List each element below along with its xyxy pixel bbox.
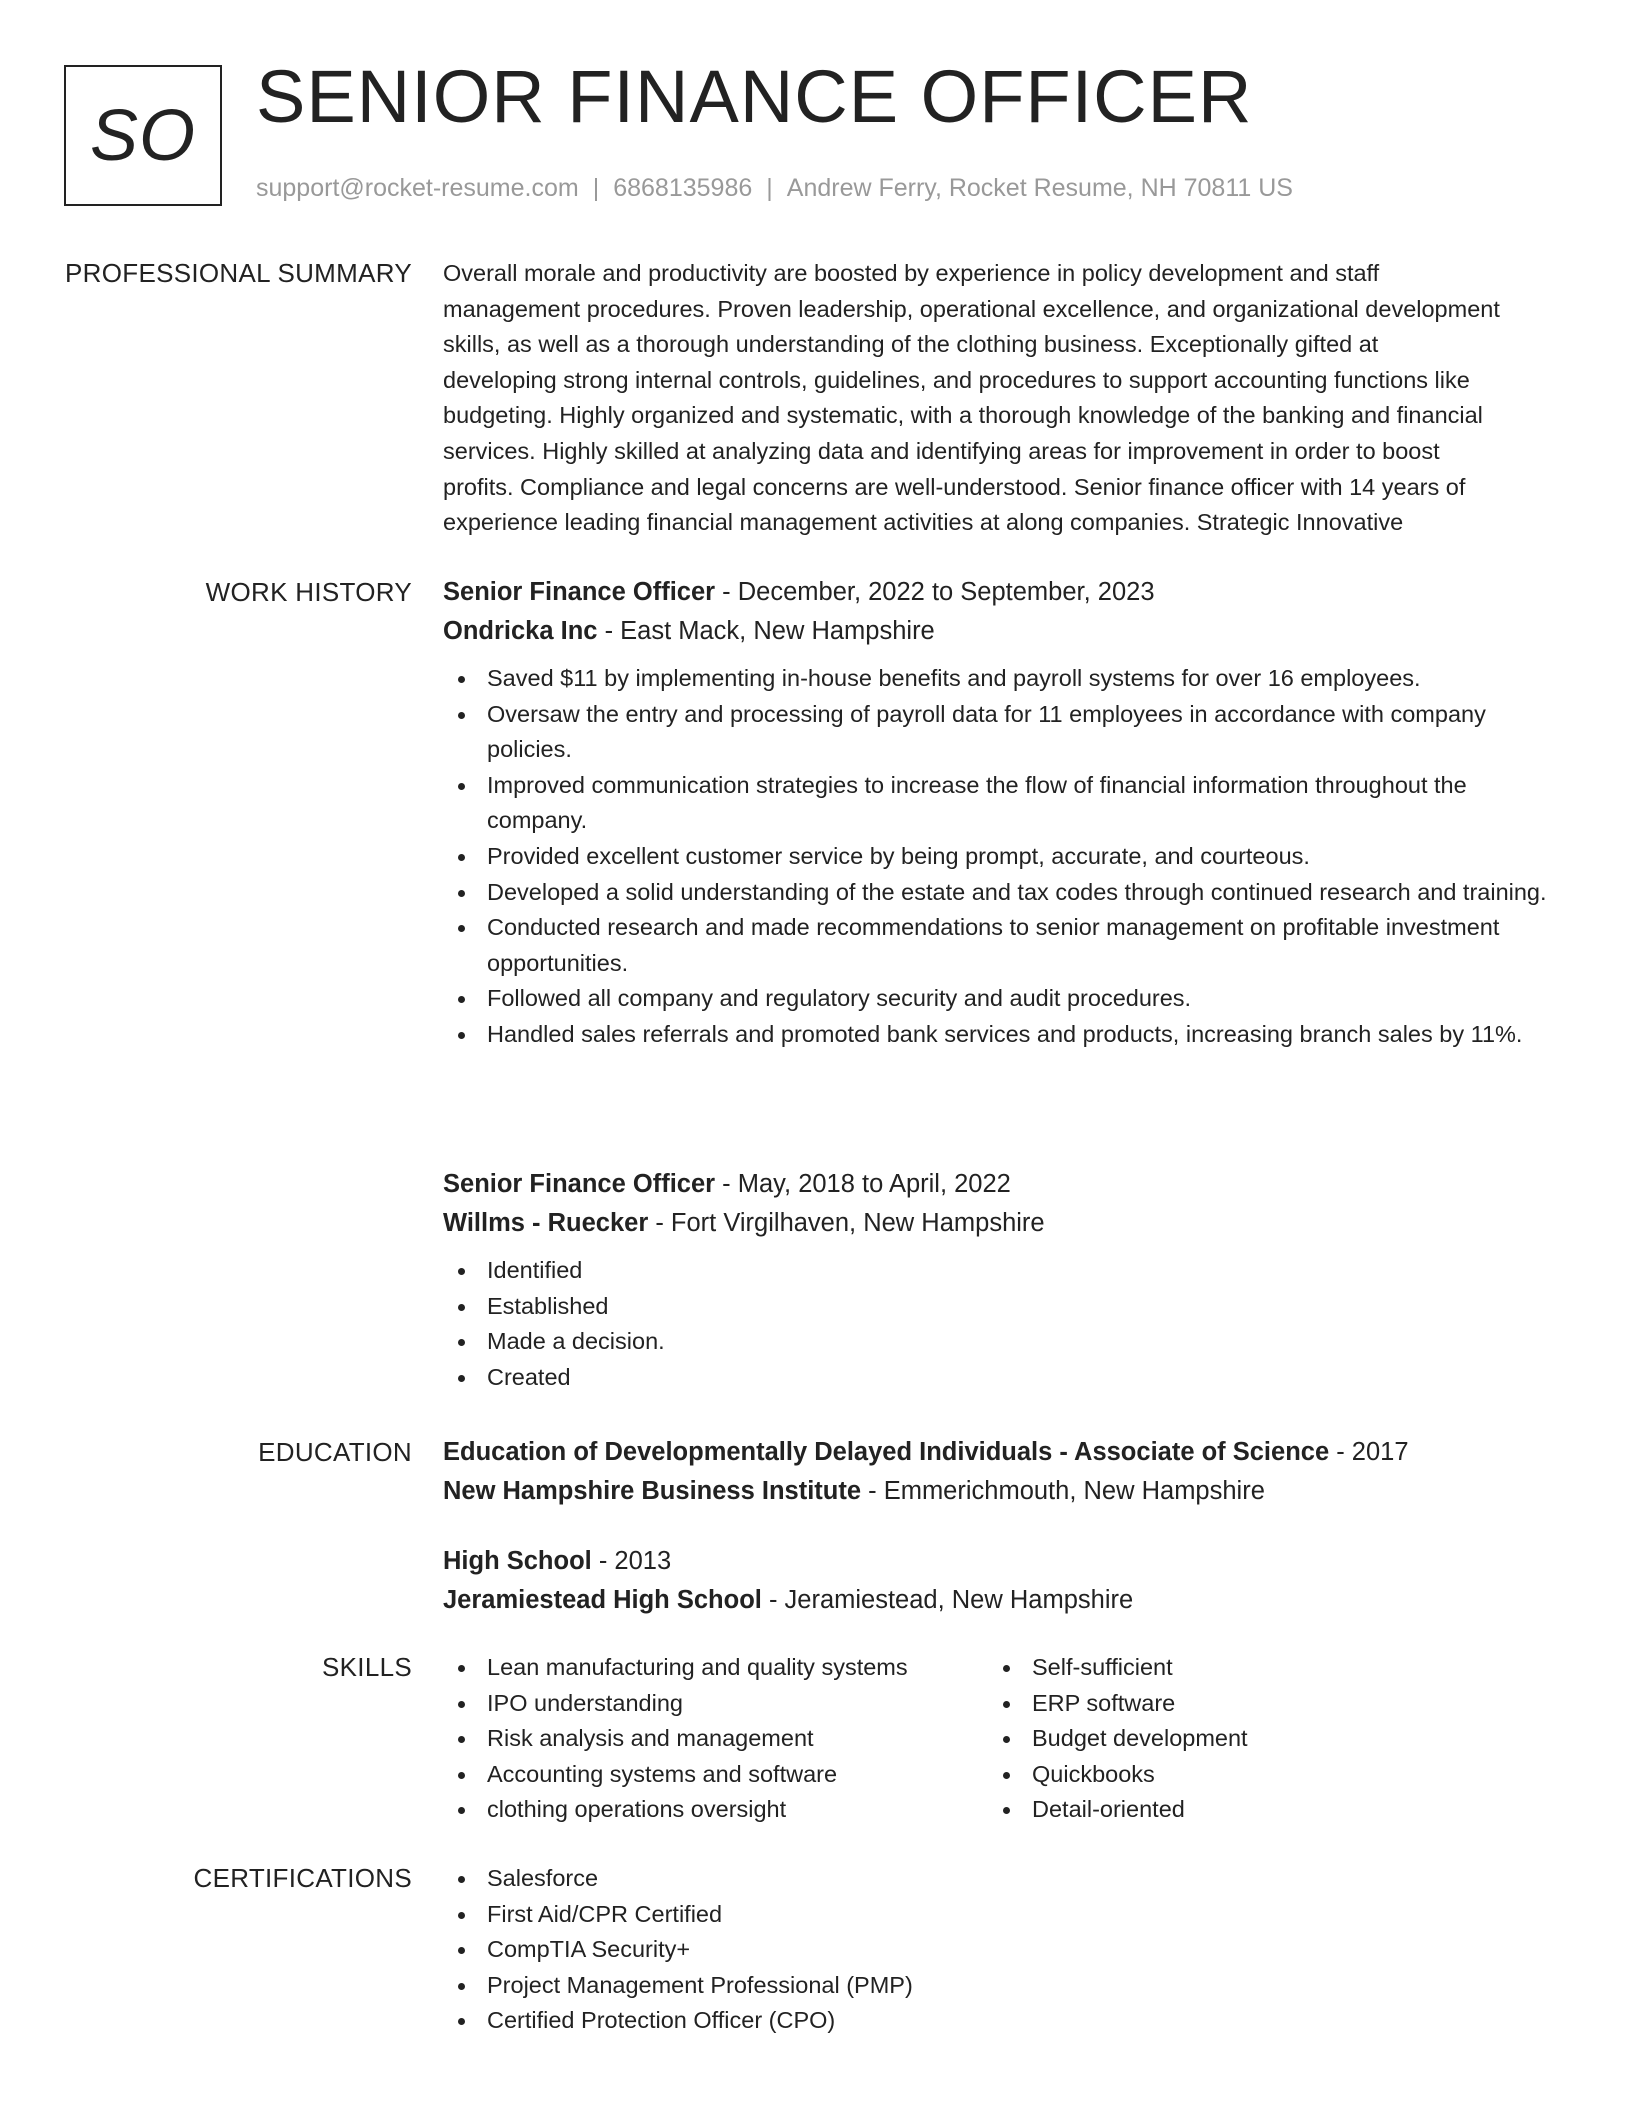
job-location: - East Mack, New Hampshire: [597, 617, 935, 645]
education-location: - Jeramiestead, New Hampshire: [761, 1586, 1134, 1614]
contact-phone[interactable]: 6868135986: [613, 174, 753, 202]
summary-line: services. Highly skilled at analyzing data and identifying areas for improvement in order to boost: [443, 437, 1440, 464]
job-bullet: Made a decision.: [443, 1324, 1558, 1360]
job-bullet: Provided excellent customer service by being prompt, accurate, and courteous.: [443, 839, 1558, 875]
monogram-initials: SO: [89, 95, 197, 176]
skill-item: IPO understanding: [443, 1686, 988, 1722]
education-location: - Emmerichmouth, New Hampshire: [861, 1477, 1265, 1505]
skills-column-left: [443, 1650, 988, 1828]
certification-item: CompTIA Security+: [443, 1932, 1558, 1968]
job-company: Willms - Ruecker: [443, 1209, 649, 1237]
job-title: Senior Finance Officer: [443, 1170, 716, 1198]
skill-item: ERP software: [988, 1686, 1488, 1722]
skill-item: Lean manufacturing and quality systems: [443, 1650, 988, 1686]
skill-item: Risk analysis and management: [443, 1721, 988, 1757]
summary-section: [443, 256, 1558, 541]
job-title-line: [443, 1165, 1558, 1204]
education-degree: Education of Developmentally Delayed Individuals - Associate of Science: [443, 1438, 1330, 1466]
job-company-line: [443, 1204, 1558, 1243]
job-bullet: Developed a solid understanding of the estate and tax codes through continued research and training.: [443, 875, 1558, 911]
job-entry: [443, 1165, 1558, 1395]
summary-line: experience leading financial management activities at along companies. Strategic Innovative: [443, 509, 1404, 536]
section-label-certifications: CERTIFICATIONS: [193, 1863, 412, 1893]
resume-title: SENIOR FINANCE OFFICER: [256, 55, 1253, 138]
education-degree-line: [443, 1542, 1558, 1581]
summary-line: profits. Compliance and legal concerns are well-understood. Senior finance officer with 14 years of: [443, 473, 1466, 500]
education-entry: [443, 1433, 1558, 1511]
job-entry: [443, 573, 1558, 1053]
certification-item: Project Management Professional (PMP): [443, 1968, 1558, 2004]
job-dates: - December, 2022 to September, 2023: [715, 578, 1155, 606]
education-year: - 2017: [1329, 1438, 1409, 1466]
contact-line: [256, 174, 1293, 203]
contact-separator: |: [766, 174, 773, 202]
skill-item: Detail-oriented: [988, 1792, 1488, 1828]
skill-item: Quickbooks: [988, 1757, 1488, 1793]
section-label-work-history: WORK HISTORY: [205, 577, 412, 607]
summary-text: [443, 256, 1558, 541]
job-bullet: Oversaw the entry and processing of payroll data for 11 employees in accordance with company policies.: [443, 697, 1558, 768]
job-bullet-list: [443, 1253, 1558, 1395]
job-bullet: Created: [443, 1360, 1558, 1396]
education-degree: High School: [443, 1547, 592, 1575]
job-company-line: [443, 612, 1558, 651]
skills-list: [443, 1650, 988, 1828]
certification-item: First Aid/CPR Certified: [443, 1897, 1558, 1933]
monogram-logo: [64, 65, 222, 206]
summary-line: skills, as well as a thorough understanding of the clothing business. Exceptionally gifted at: [443, 331, 1379, 358]
section-label-education: EDUCATION: [258, 1437, 412, 1467]
job-bullet: Improved communication strategies to increase the flow of financial information throughout the company.: [443, 768, 1558, 839]
contact-separator: |: [592, 174, 600, 202]
job-location: - Fort Virgilhaven, New Hampshire: [648, 1209, 1045, 1237]
job-bullet: Identified: [443, 1253, 1558, 1289]
job-bullet: Handled sales referrals and promoted bank services and products, increasing branch sales by 11%.: [443, 1017, 1558, 1053]
education-school: Jeramiestead High School: [443, 1586, 762, 1614]
job-bullet: Saved $11 by implementing in-house benefits and payroll systems for over 16 employees.: [443, 661, 1558, 697]
summary-line: management procedures. Proven leadership, operational excellence, and organizational development: [443, 295, 1500, 322]
contact-email[interactable]: support@rocket-resume.com: [256, 174, 579, 202]
job-title-line: [443, 573, 1558, 612]
job-title: Senior Finance Officer: [443, 578, 716, 606]
skill-item: Budget development: [988, 1721, 1488, 1757]
education-entry: [443, 1542, 1558, 1620]
job-bullet: Conducted research and made recommendations to senior management on profitable investment opportunities.: [443, 910, 1558, 981]
job-bullet: Established: [443, 1289, 1558, 1325]
section-label-skills: SKILLS: [322, 1652, 412, 1682]
skills-columns: [443, 1650, 1558, 1828]
education-school-line: [443, 1581, 1558, 1620]
certification-item: Salesforce: [443, 1861, 1558, 1897]
job-company: Ondricka Inc: [443, 617, 598, 645]
contact-address: Andrew Ferry, Rocket Resume, NH 70811 US: [786, 174, 1293, 202]
education-year: - 2013: [591, 1547, 672, 1575]
skill-item: Accounting systems and software: [443, 1757, 988, 1793]
summary-line: budgeting. Highly organized and systematic, with a thorough knowledge of the banking and financial: [443, 402, 1483, 429]
certifications-list: [443, 1861, 1558, 2039]
job-bullet: Followed all company and regulatory security and audit procedures.: [443, 981, 1558, 1017]
skills-section: [443, 1650, 1558, 1828]
job-dates: - May, 2018 to April, 2022: [715, 1170, 1011, 1198]
education-degree-line: [443, 1433, 1558, 1472]
summary-line: developing strong internal controls, guidelines, and procedures to support accounting functions like: [443, 366, 1470, 393]
skill-item: Self-sufficient: [988, 1650, 1488, 1686]
summary-line: Overall morale and productivity are boosted by experience in policy development and staff: [443, 260, 1380, 286]
skills-list: [988, 1650, 1488, 1828]
education-school: New Hampshire Business Institute: [443, 1477, 862, 1505]
section-label-summary: PROFESSIONAL SUMMARY: [65, 258, 412, 288]
education-school-line: [443, 1472, 1558, 1511]
skill-item: clothing operations oversight: [443, 1792, 988, 1828]
certification-item: Certified Protection Officer (CPO): [443, 2003, 1558, 2039]
certifications-section: [443, 1861, 1558, 2039]
job-bullet-list: [443, 661, 1558, 1053]
skills-column-right: [988, 1650, 1488, 1828]
